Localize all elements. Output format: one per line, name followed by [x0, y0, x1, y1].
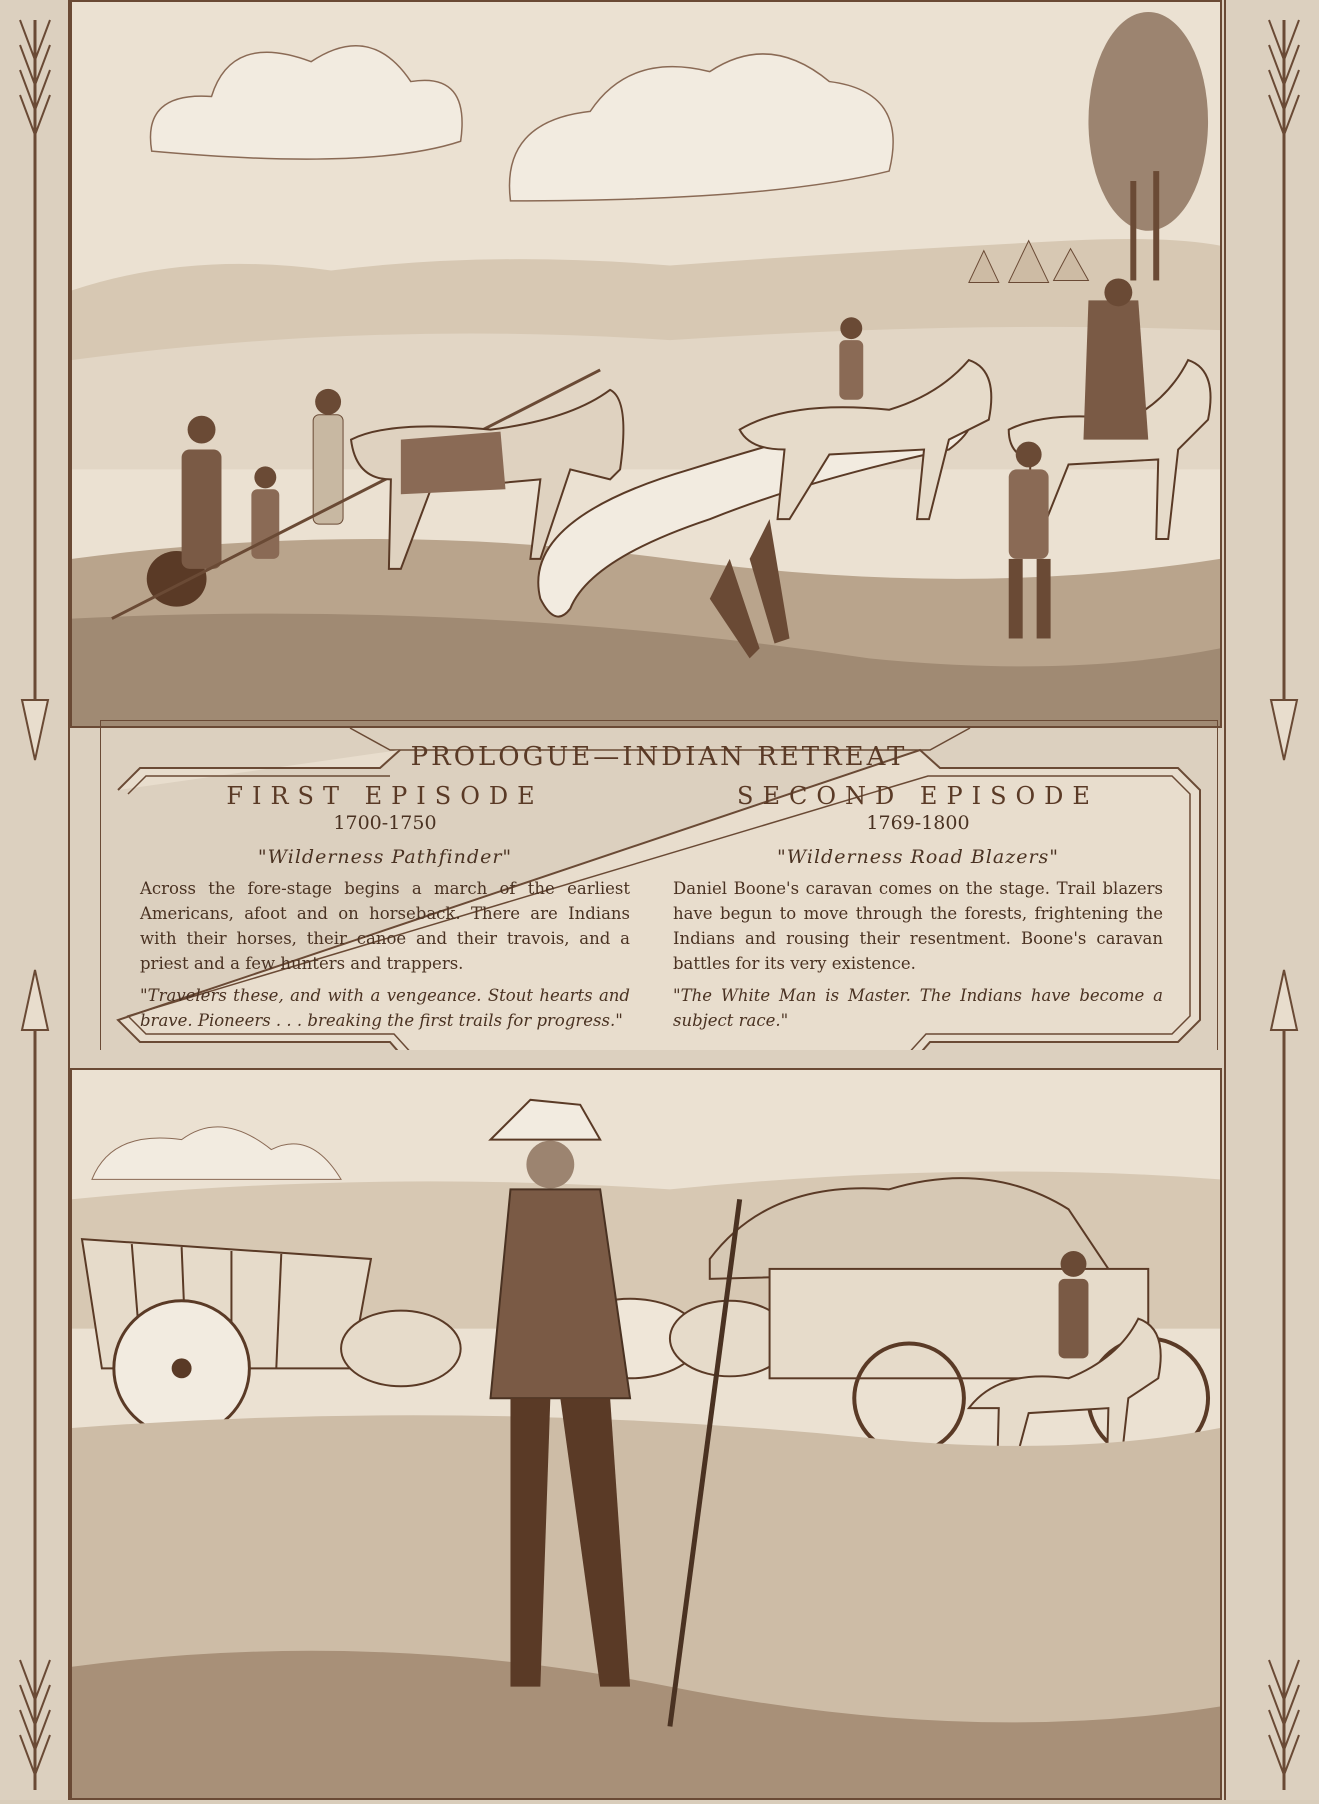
- episode-years: 1769-1800: [866, 812, 970, 834]
- right-border-line: [1224, 0, 1226, 1800]
- second-episode: [673, 782, 1163, 1033]
- left-arrow-border: [0, 0, 70, 1800]
- bottom-illustration: [70, 1068, 1222, 1800]
- episode-name: "Wilderness Pathfinder": [257, 846, 513, 868]
- episode-quote: "Travelers these, and with a vengeance. Stout hearts and brave. Pioneers . . . breaking the first trails for progress.": [140, 986, 630, 1030]
- program-plaque: [100, 720, 1218, 1085]
- first-episode: [140, 782, 630, 1033]
- episode-title: FIRST EPISODE: [226, 782, 544, 810]
- episode-name: "Wilderness Road Blazers": [776, 846, 1060, 868]
- episode-quote: "The White Man is Master. The Indians have become a subject race.": [673, 986, 1163, 1030]
- right-arrow-border: [1249, 0, 1319, 1800]
- prologue-heading: PROLOGUE—INDIAN RETREAT: [410, 742, 908, 772]
- episode-description: Across the fore-stage begins a march of the earliest Americans, afoot and on horseback. There are Indians with their horses, their canoe and their travois, and a priest and a few hunters and trappers.: [140, 879, 630, 973]
- top-illustration: [70, 0, 1222, 728]
- episode-years: 1700-1750: [333, 812, 437, 834]
- episode-title: SECOND EPISODE: [737, 782, 1099, 810]
- episode-description: Daniel Boone's caravan comes on the stage. Trail blazers have begun to move through the forests, frightening the Indians and rousing their resentment. Boone's caravan battles for its very existence.: [673, 879, 1163, 973]
